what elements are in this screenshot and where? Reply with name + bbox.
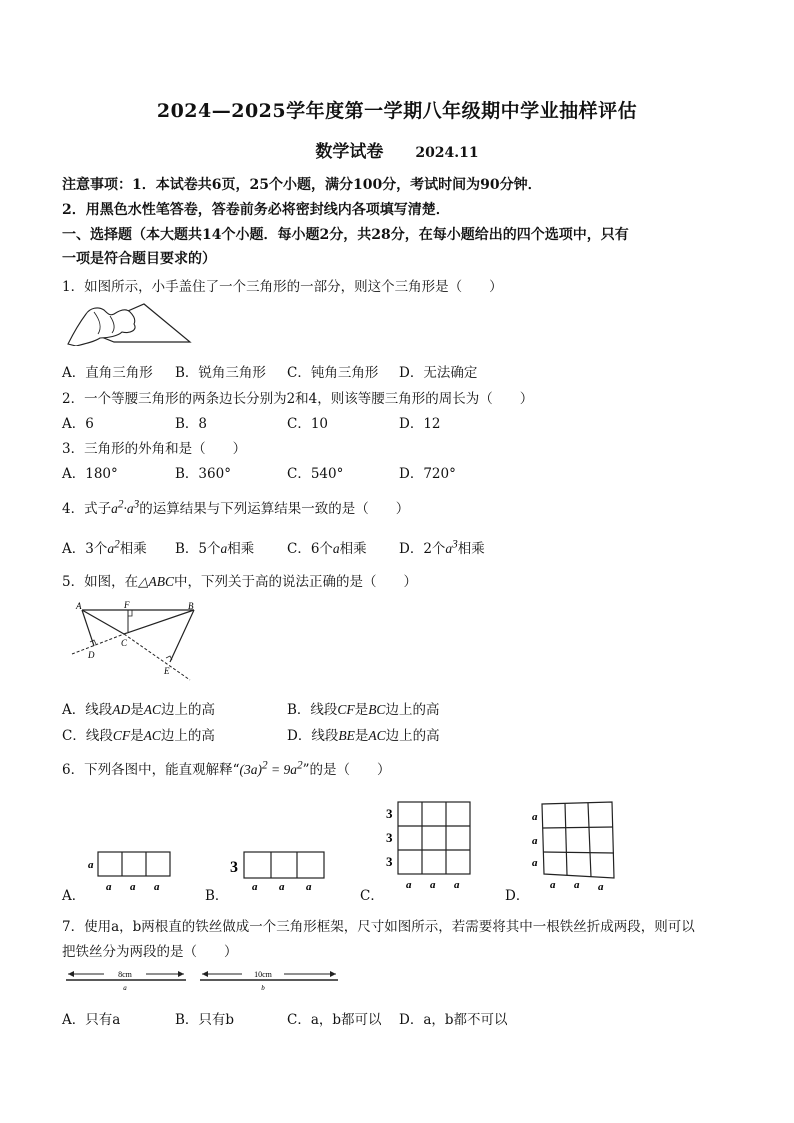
- q1-option-a: A．直角三角形: [62, 365, 153, 381]
- q4-option-a-term: $a^2$: [107, 538, 120, 556]
- q5-option-d-post: 边上的高: [385, 728, 440, 744]
- q5-option-d-mid: 是: [354, 728, 369, 744]
- exam-title: 2024—2025学年度第一学期八年级期中学业抽样评估: [156, 100, 638, 122]
- q3-option-c: C．540°: [287, 466, 344, 482]
- q3-option-d: D．720°: [399, 466, 456, 482]
- q5-option-b: [287, 698, 439, 718]
- q5-option-d: [287, 724, 440, 744]
- q4-option-c-post: 相乘: [339, 541, 367, 557]
- q6-figure-a: [84, 848, 174, 894]
- q4-option-c: [287, 537, 367, 557]
- q1-option-d: D．无法确定: [399, 365, 478, 381]
- svg-text:a: a: [88, 859, 94, 871]
- q5-option-b-segment: CF: [337, 702, 355, 717]
- q4-option-b: [175, 537, 254, 557]
- q6-option-b-label: B．: [205, 888, 229, 904]
- svg-text:a: a: [550, 879, 556, 891]
- svg-text:a: a: [430, 879, 436, 891]
- q7-option-b: B．只有b: [175, 1012, 235, 1028]
- q5-label-a: A: [76, 601, 82, 611]
- svg-text:a: a: [598, 881, 604, 893]
- q1-stem: 1．如图所示，小手盖住了一个三角形的一部分，则这个三角形是（ ）: [62, 279, 503, 295]
- q2-stem: 2．一个等腰三角形的两条边长分别为2和4，则该等腰三角形的周长为（ ）: [62, 391, 534, 407]
- q4-option-b-post: 相乘: [227, 541, 255, 557]
- q4-option-d: [399, 537, 485, 557]
- q5-option-b-side: BC: [368, 702, 386, 717]
- q4-expression: $a^2\cdot a^3$: [111, 498, 140, 516]
- q4-stem-suffix: 的运算结果与下列运算结果一致的是（ ）: [139, 501, 410, 517]
- q2-option-b: B．8: [175, 416, 208, 432]
- q6-figure-b: [228, 846, 328, 894]
- q5-option-c-side: AC: [143, 728, 161, 743]
- svg-text:3: 3: [230, 859, 238, 876]
- q5-stem: [62, 570, 417, 590]
- q7-wires-figure: [62, 964, 352, 994]
- svg-text:3: 3: [386, 830, 393, 845]
- q7-wire-a-length: 8cm: [118, 970, 132, 979]
- q7-wire-b-length: 10cm: [254, 970, 272, 979]
- svg-text:a: a: [154, 881, 160, 893]
- svg-text:a: a: [454, 879, 460, 891]
- q5-option-c-mid: 是: [130, 728, 144, 744]
- q5-option-c-post: 边上的高: [160, 728, 215, 744]
- q3-stem: 3．三角形的外角和是（ ）: [62, 441, 247, 457]
- svg-text:a: a: [106, 881, 112, 893]
- svg-text:a: a: [130, 881, 136, 893]
- q6-stem-suffix: ”的是（ ）: [302, 762, 391, 778]
- q6-option-d-label: D．: [505, 888, 530, 904]
- section-heading-line-2: 一项是符合题目要求的）: [62, 251, 216, 267]
- q5-option-b-pre: B．线段: [287, 702, 338, 718]
- svg-text:3: 3: [386, 806, 393, 821]
- q5-label-e: E: [164, 666, 170, 676]
- svg-text:a: a: [252, 881, 258, 893]
- q4-option-d-post: 相乘: [457, 541, 485, 557]
- q6-figure-c: [384, 800, 474, 894]
- q4-option-a-pre: A．3个: [62, 541, 108, 557]
- section-heading-line-1: 一、选择题（本大题共14个小题．每小题2分，共28分，在每小题给出的四个选项中，只有: [62, 227, 629, 243]
- q5-triangle-symbol: △ABC: [138, 574, 174, 589]
- q7-option-a: A．只有a: [62, 1012, 121, 1028]
- subject-label: 数学试卷: [315, 142, 384, 162]
- svg-text:a: a: [532, 835, 538, 847]
- q1-option-b: B．锐角三角形: [175, 365, 266, 381]
- q7-option-d: D．a，b都不可以: [399, 1012, 508, 1028]
- q5-option-d-pre: D．线段: [287, 728, 339, 744]
- q4-option-d-term: $a^3$: [445, 538, 458, 556]
- q4-option-a-post: 相乘: [119, 541, 147, 557]
- q5-option-c-segment: CF: [112, 728, 131, 743]
- svg-text:a: a: [532, 857, 538, 869]
- q5-option-a-side: AC: [143, 702, 162, 717]
- q6-figure-d: [530, 800, 620, 894]
- q2-option-d: D．12: [399, 416, 441, 432]
- q5-option-a: [62, 698, 215, 718]
- notes-line-1: 注意事项：1．本试卷共6页，25个小题，满分100分，考试时间为90分钟．: [62, 177, 542, 193]
- q5-label-b: B: [188, 601, 194, 611]
- q2-option-c: C．10: [287, 416, 329, 432]
- q7-wire-b-name: b: [261, 984, 265, 992]
- svg-text:a: a: [279, 881, 285, 893]
- q5-option-b-post: 边上的高: [385, 702, 440, 718]
- q4-option-c-term: a: [332, 541, 340, 556]
- q5-label-c: C: [121, 638, 128, 648]
- q5-label-d: D: [88, 650, 95, 660]
- q4-option-b-pre: B．5个: [175, 541, 221, 557]
- q4-stem: [62, 497, 409, 517]
- q3-option-a: A．180°: [62, 466, 118, 482]
- q6-stem: [62, 758, 391, 778]
- q5-option-a-mid: 是: [130, 702, 144, 718]
- notes-line-2: 2．用黑色水性笔答卷，答卷前务必将密封线内各项填写清楚．: [62, 202, 450, 218]
- q7-stem-line-2: 把铁丝分为两段的是（ ）: [62, 944, 238, 960]
- q5-option-a-segment: AD: [112, 702, 131, 717]
- q3-option-b: B．360°: [175, 466, 231, 482]
- q6-option-a-label: A．: [62, 888, 86, 904]
- exam-subtitle: [0, 137, 794, 162]
- q5-stem-suffix: 中，下列关于高的说法正确的是（ ）: [173, 574, 417, 590]
- q5-option-d-segment: BE: [338, 728, 355, 743]
- q4-option-d-pre: D．2个: [399, 541, 446, 557]
- q7-stem-line-1: 7．使用a，b两根直的铁丝做成一个三角形框架，尺寸如图所示，若需要将其中一根铁丝折成两段，则可以: [62, 919, 695, 935]
- q4-stem-prefix: 4．式子: [62, 501, 112, 517]
- exam-date: 2024.11: [415, 145, 479, 161]
- q2-option-a: A．6: [62, 416, 94, 432]
- q6-option-c-label: C．: [360, 888, 384, 904]
- q4-option-b-term: a: [220, 541, 228, 556]
- q5-triangle-figure: [66, 600, 206, 682]
- q5-label-f: F: [124, 600, 130, 610]
- q7-wire-a-name: a: [123, 984, 127, 992]
- q1-option-c: C．钝角三角形: [287, 365, 379, 381]
- svg-text:a: a: [532, 811, 538, 823]
- q5-option-c: [62, 724, 215, 744]
- q5-option-d-side: AC: [368, 728, 386, 743]
- svg-text:a: a: [306, 881, 312, 893]
- svg-text:a: a: [574, 879, 580, 891]
- svg-text:3: 3: [386, 854, 393, 869]
- q4-option-c-pre: C．6个: [287, 541, 333, 557]
- q7-option-c: C．a，b都可以: [287, 1012, 382, 1028]
- q6-formula: $(3a)^2 = 9a^2$: [239, 759, 303, 777]
- q6-stem-prefix: 6．下列各图中，能直观解释“: [62, 762, 240, 778]
- q1-hand-triangle-figure: [64, 300, 194, 346]
- q5-option-a-post: 边上的高: [161, 702, 216, 718]
- q5-option-b-mid: 是: [354, 702, 369, 718]
- q4-option-a: [62, 537, 147, 557]
- svg-text:a: a: [406, 879, 412, 891]
- q5-option-a-pre: A．线段: [62, 702, 113, 718]
- q5-option-c-pre: C．线段: [62, 728, 113, 744]
- q5-stem-prefix: 5．如图，在: [62, 574, 139, 590]
